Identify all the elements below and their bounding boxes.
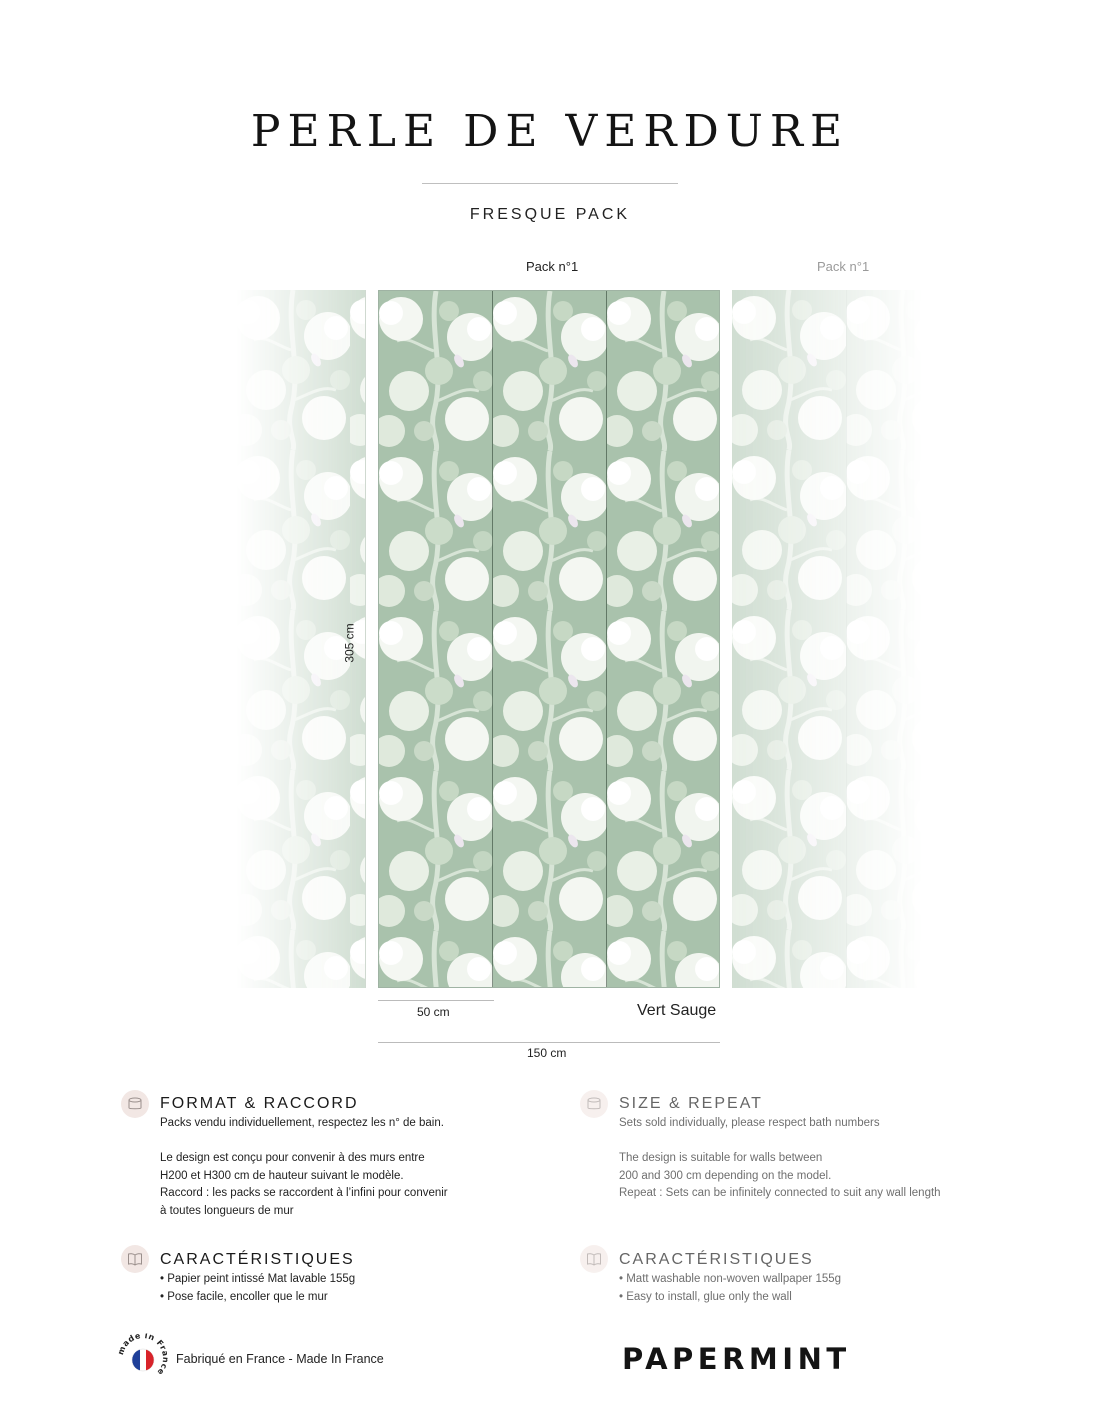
total-width-line — [378, 1042, 720, 1043]
book-icon — [580, 1245, 608, 1273]
side-pack-label: Pack n°1 — [817, 259, 870, 274]
features-text-fr — [160, 1271, 355, 1306]
page-title: PERLE DE VERDURE — [250, 106, 850, 157]
main-pack-label: Pack n°1 — [526, 259, 579, 274]
format-line-en: The design is suitable for walls between — [619, 1152, 823, 1164]
features-title-en: CARACTÉRISTIQUES — [619, 1251, 814, 1268]
format-title-en: SIZE & REPEAT — [619, 1095, 763, 1112]
feature-line-fr: • Papier peint intissé Mat lavable 155g — [160, 1273, 356, 1285]
format-line-fr: à toutes longueurs de mur — [160, 1204, 294, 1217]
right-adjacent-panel — [732, 290, 922, 988]
strip-width-label: 50 cm — [417, 1005, 450, 1019]
strip-seam — [846, 290, 847, 988]
feature-line-fr: • Pose facile, encoller que le mur — [160, 1290, 328, 1303]
strip-seam — [606, 291, 607, 987]
format-text-fr — [160, 1115, 448, 1220]
format-line-fr: Le design est conçu pour convenir à des murs entre — [160, 1152, 425, 1164]
format-spacer-en — [619, 1133, 941, 1151]
colorway-name: Vert Sauge — [637, 1002, 717, 1019]
format-line-en: Sets sold individually, please respect bath numbers — [619, 1117, 880, 1129]
format-line-en: 200 and 300 cm depending on the model. — [619, 1169, 832, 1182]
strip-width-line — [378, 1000, 494, 1001]
format-line-fr: Raccord : les packs se raccordent à l’infini pour convenir — [160, 1187, 448, 1199]
title-divider — [422, 183, 678, 184]
main-mural-panel — [378, 290, 720, 988]
strip-seam — [492, 291, 493, 987]
wallpaper-roll-icon — [121, 1090, 149, 1118]
format-text-en — [619, 1115, 941, 1203]
page-subtitle: FRESQUE PACK — [469, 206, 631, 223]
height-dimension: 305 cm — [342, 623, 357, 663]
format-spacer-fr — [160, 1133, 448, 1151]
features-title-fr: CARACTÉRISTIQUES — [160, 1251, 355, 1268]
feature-line-en: • Matt washable non-woven wallpaper 155g — [619, 1273, 842, 1285]
total-width-label: 150 cm — [527, 1046, 567, 1060]
wallpaper-roll-icon — [580, 1090, 608, 1118]
book-icon — [121, 1245, 149, 1273]
format-line-fr: Packs vendu individuellement, respectez les n° de bain. — [160, 1117, 444, 1129]
brand-logo: PAPERMINT — [622, 1342, 851, 1376]
made-in-france-badge — [118, 1333, 168, 1383]
left-panel-edge — [365, 290, 366, 988]
format-line-en: Repeat : Sets can be infinitely connected to suit any wall length — [619, 1187, 941, 1199]
format-title-fr: FORMAT & RACCORD — [160, 1095, 359, 1112]
badge-text: ade in Fr ce — [120, 1333, 168, 1378]
features-text-en — [619, 1271, 841, 1306]
feature-line-en: • Easy to install, glue only the wall — [619, 1290, 792, 1303]
made-in-france-text: Fabriqué en France - Made In France — [176, 1352, 384, 1366]
format-line-fr: H200 et H300 cm de hauteur suivant le modèle. — [160, 1169, 404, 1182]
